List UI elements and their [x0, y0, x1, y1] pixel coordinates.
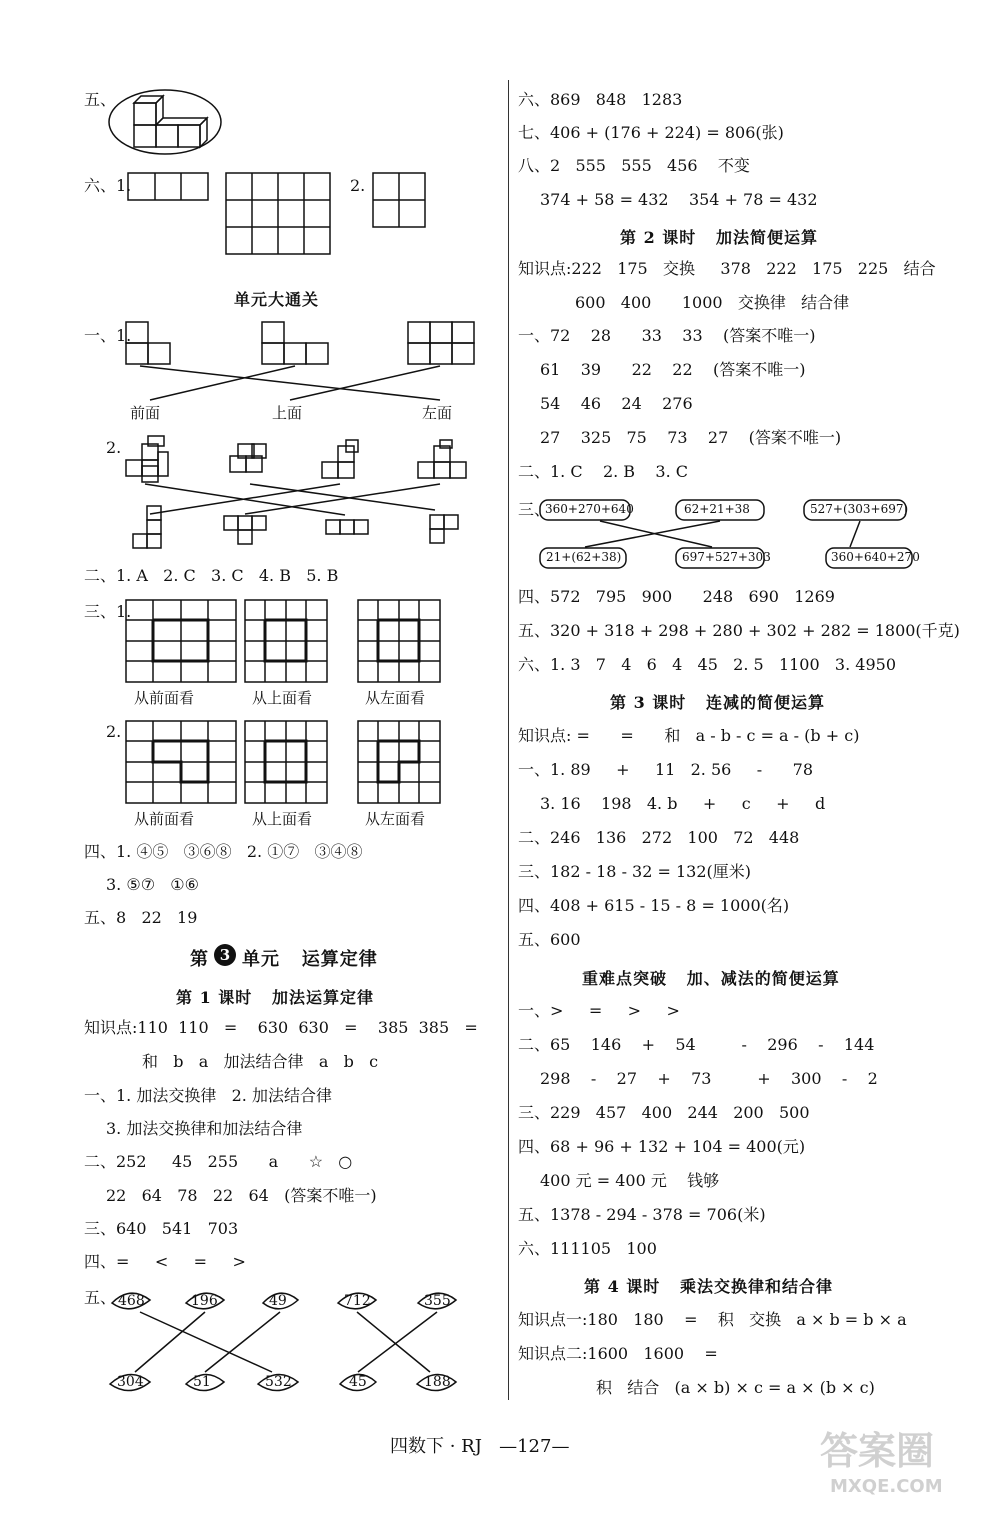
leaf-top-5: 355	[424, 1293, 451, 1309]
leaf-bottom-4: 45	[349, 1374, 367, 1390]
lesson1-q1-3: 3. 加法交换律和加法结合律	[106, 1119, 303, 1138]
match-line	[205, 1312, 280, 1372]
view-shape-1	[126, 322, 170, 364]
lesson2-knowledge-1: 知识点:222 175 交换 378 222 175 225 结合	[518, 259, 936, 278]
match-line	[140, 366, 440, 400]
view-label-top: 上面	[272, 404, 303, 422]
cube-cluster-4	[418, 440, 466, 478]
grid-caption-top: 从上面看	[252, 689, 313, 707]
q6-1-label: 六、1.	[84, 176, 132, 195]
column-divider	[508, 80, 509, 1400]
leaf-bottom-1: 304	[117, 1374, 144, 1390]
match-line	[290, 366, 440, 400]
lesson1-knowledge-2: 和 b a 加法结合律 a b c	[142, 1052, 379, 1071]
lesson2-q1-1: 一、72 28 33 33 (答案不唯一)	[518, 326, 816, 345]
card-top-3: 527+(303+697)	[810, 502, 909, 516]
leaf-top-4: 712	[344, 1293, 371, 1309]
grid-caption-left: 从左面看	[365, 689, 426, 707]
focus-q5: 五、1378 - 294 - 378 = 706(米)	[518, 1205, 766, 1224]
lesson4-knowledge-3: 积 结合 (a × b) × c = a × (b × c)	[596, 1378, 875, 1397]
q6-2-label: 2.	[350, 176, 366, 195]
lesson4-title: 第 4 课时 乘法交换律和结合律	[584, 1277, 833, 1296]
match-line	[250, 484, 435, 510]
r-q6: 六、869 848 1283	[518, 90, 683, 109]
cube-cluster-3	[322, 440, 358, 478]
view-label-left: 左面	[422, 404, 453, 422]
cube-cluster-1	[126, 436, 168, 482]
lesson1-q2-2: 22 64 78 22 64 (答案不唯一)	[106, 1186, 377, 1205]
test-q1-2-label: 2.	[106, 438, 122, 457]
test-q1-1-label: 一、1.	[84, 326, 132, 345]
match-line	[135, 1312, 205, 1372]
view-label-front: 前面	[130, 404, 161, 422]
grid-2x2	[373, 173, 425, 227]
answer-ellipse	[109, 90, 221, 154]
match-line	[245, 484, 440, 514]
match-line	[585, 521, 720, 547]
leaf-bottom-2: 51	[193, 1374, 211, 1390]
grid-caption-front: 从前面看	[134, 689, 195, 707]
focus-q4: 四、68 + 96 + 132 + 104 = 400(元)	[518, 1137, 806, 1156]
leaf-bottom-5: 188	[424, 1374, 451, 1390]
grid-3x4	[226, 173, 330, 254]
lesson4-knowledge-1: 知识点一:180 180 = 积 交换 a × b = b × a	[518, 1310, 907, 1329]
match-line	[850, 521, 860, 547]
lesson3-q5: 五、600	[518, 930, 581, 949]
unit-test-title: 单元大通关	[234, 290, 320, 309]
lesson2-knowledge-2: 600 400 1000 交换律 结合律	[575, 293, 850, 312]
q5-label: 五、	[84, 90, 117, 109]
focus-q2-2: 298 - 27 + 73 + 300 - 2	[540, 1069, 878, 1088]
watermark-logo	[820, 1420, 990, 1510]
leaf-top-2: 196	[191, 1293, 218, 1309]
lesson3-q3: 三、182 - 18 - 32 = 132(厘米)	[518, 862, 752, 881]
card-bottom-3: 360+640+270	[831, 550, 920, 564]
unit-title-pre: 第	[190, 949, 209, 970]
lesson2-q3-label: 三、	[518, 500, 551, 519]
match-line	[150, 366, 295, 400]
lesson1-title: 第 1 课时 加法运算定律	[176, 988, 374, 1007]
view-shape-3	[408, 322, 474, 364]
match-line	[358, 1312, 437, 1372]
grid-1x3	[128, 173, 208, 200]
lesson2-q2: 二、1. C 2. B 3. C	[518, 462, 688, 481]
view-shape-2	[262, 322, 328, 364]
lesson1-q3: 三、640 541 703	[84, 1219, 239, 1238]
unit-title: 单元 运算定律	[242, 949, 378, 970]
focus-q3: 三、229 457 400 244 200 500	[518, 1103, 810, 1122]
unit-number-badge: 3	[214, 944, 236, 966]
leaf-bottom-3: 532	[265, 1374, 292, 1390]
test-q3-1-label: 三、1.	[84, 602, 132, 621]
test-q2-answers: 二、1. A 2. C 3. C 4. B 5. B	[84, 566, 339, 585]
lesson3-q4: 四、408 + 615 - 15 - 8 = 1000(名)	[518, 896, 790, 915]
card-bottom-1: 21+(62+38)	[546, 550, 622, 564]
lesson1-q5-label: 五、	[84, 1288, 117, 1307]
bottom-view-2	[224, 516, 266, 544]
grid-caption-top-2: 从上面看	[252, 810, 313, 828]
view-grids-row1	[126, 600, 440, 682]
lesson2-q4: 四、572 795 900 248 690 1269	[518, 587, 835, 606]
card-top-1: 360+270+640	[545, 502, 634, 516]
match-line	[357, 1312, 430, 1372]
focus-q2-1: 二、65 146 + 54 - 296 - 144	[518, 1035, 875, 1054]
grid-caption-left-2: 从左面看	[365, 810, 426, 828]
leaf-shapes	[110, 1293, 456, 1390]
lesson1-knowledge-1: 知识点:110 110 = 630 630 = 385 385 =	[84, 1018, 478, 1037]
bottom-view-4	[430, 515, 458, 543]
l-shaped-cubes	[134, 96, 207, 147]
watermark-text: 答案圈	[820, 1429, 935, 1473]
lesson2-q1-4: 27 325 75 73 27 (答案不唯一)	[540, 428, 842, 447]
r-q8-2: 374 + 58 = 432 354 + 78 = 432	[540, 190, 818, 209]
test-q3-2-label: 2.	[106, 722, 122, 741]
watermark-url: MXQE.COM	[830, 1476, 943, 1497]
lesson4-knowledge-2: 知识点二:1600 1600 =	[518, 1344, 718, 1363]
leaf-top-1: 468	[118, 1293, 145, 1309]
focus-q4-2: 400 元 = 400 元 钱够	[540, 1171, 720, 1190]
lesson3-q1-1: 一、1. 89 + 11 2. 56 - 78	[518, 760, 814, 779]
test-q4-1: 四、1. ④⑤ ③⑥⑧ 2. ①⑦ ③④⑧	[84, 842, 363, 861]
card-top-2: 62+21+38	[684, 502, 750, 516]
page-footer: 四数下 · RJ —127—	[390, 1436, 570, 1457]
lesson1-q1: 一、1. 加法交换律 2. 加法结合律	[84, 1086, 332, 1105]
test-q5: 五、8 22 19	[84, 908, 198, 927]
lesson2-q1-3: 54 46 24 276	[540, 394, 693, 413]
lesson2-title: 第 2 课时 加法简便运算	[620, 228, 818, 247]
r-q7: 七、406 + (176 + 224) = 806(张)	[518, 123, 784, 142]
grid-caption-front-2: 从前面看	[134, 810, 195, 828]
test-q4-3: 3. ⑤⑦ ①⑥	[106, 875, 199, 894]
lesson1-q4: 四、= < = >	[84, 1252, 246, 1271]
bottom-view-3	[326, 520, 368, 534]
lesson2-q5: 五、320 + 318 + 298 + 280 + 302 + 282 = 1800(千克)	[518, 621, 960, 640]
focus-q1: 一、> = > >	[518, 1001, 680, 1020]
lesson1-q2-1: 二、252 45 255 a ☆ ○	[84, 1152, 353, 1171]
r-q8: 八、2 555 555 456 不变	[518, 156, 750, 175]
cube-cluster-2	[230, 444, 266, 472]
focus-q6: 六、111105 100	[518, 1239, 657, 1258]
lesson2-q6: 六、1. 3 7 4 6 4 45 2. 5 1100 3. 4950	[518, 655, 896, 674]
lesson3-title: 第 3 课时 连减的简便运算	[610, 693, 825, 712]
focus-title: 重难点突破 加、减法的简便运算	[582, 969, 840, 988]
lesson3-q1-3: 3. 16 198 4. b + c + d	[540, 794, 826, 813]
leaf-top-3: 49	[269, 1293, 287, 1309]
lesson2-q1-2: 61 39 22 22 (答案不唯一)	[540, 360, 806, 379]
match-line	[140, 1312, 272, 1372]
lesson3-knowledge: 知识点: = = 和 a - b - c = a - (b + c)	[518, 726, 860, 745]
lesson3-q2: 二、246 136 272 100 72 448	[518, 828, 800, 847]
card-bottom-2: 697+527+303	[682, 550, 771, 564]
